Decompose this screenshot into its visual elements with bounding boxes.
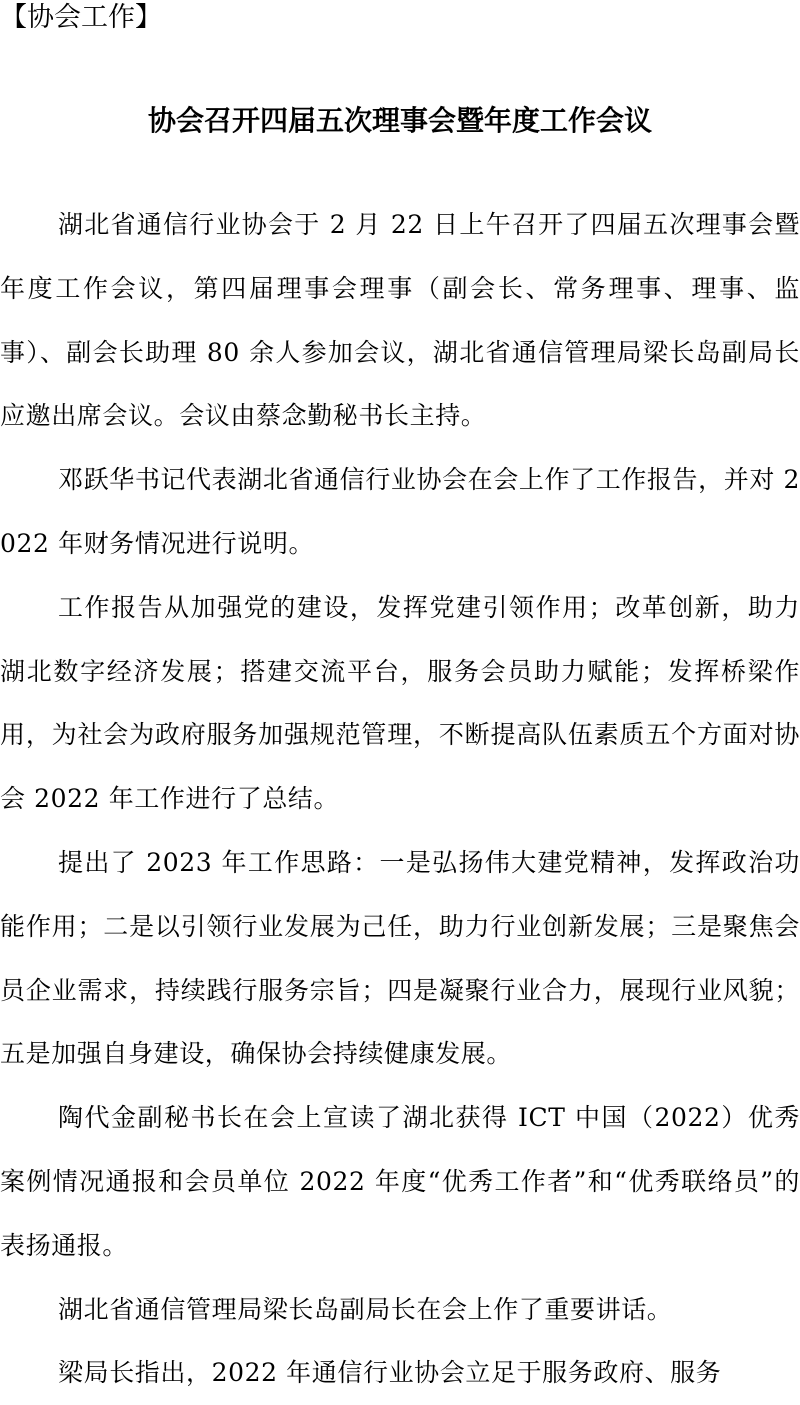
paragraph-meeting-overview: 湖北省通信行业协会于 2 月 22 日上午召开了四届五次理事会暨年度工作会议，第四届理事会理事（副会长、常务理事、理事、监事）、副会长助理 80 余人参加会议，湖北省通信管理局梁长岛副局长应邀出席会议。会议由蔡念勤秘书长主持。 — [0, 210, 800, 431]
paragraph-speech: 湖北省通信管理局梁长岛副局长在会上作了重要讲话。 — [58, 1294, 673, 1324]
article-body — [0, 193, 800, 1405]
paragraph-commendation: 陶代金副秘书长在会上宣读了湖北获得 ICT 中国（2022）优秀案例情况通报和会员单位 2022 年度“优秀工作者”和“优秀联络员”的表扬通报。 — [0, 1103, 800, 1260]
paragraph-2023-plan: 提出了 2023 年工作思路：一是弘扬伟大建党精神，发挥政治功能作用；二是以引领行业发展为己任，助力行业创新发展；三是聚焦会员企业需求，持续践行服务宗旨；四是凝聚行业合力，展现行业风貌；五是加强自身建设，确保协会持续健康发展。 — [0, 847, 800, 1069]
article-title: 协会召开四届五次理事会暨年度工作会议 — [147, 104, 652, 137]
paragraph-speech-content: 梁局长指出，2022 年通信行业协会立足于服务政府、服务 — [58, 1358, 722, 1388]
paragraph-work-report: 邓跃华书记代表湖北省通信行业协会在会上作了工作报告，并对 2022 年财务情况进行说明。 — [0, 465, 800, 558]
paragraph-report-summary: 工作报告从加强党的建设，发挥党建引领作用；改革创新，助力湖北数字经济发展；搭建交流平台，服务会员助力赋能；发挥桥梁作用，为社会为政府服务加强规范管理，不断提高队伍素质五个方面对协会 2022 年工作进行了总结。 — [0, 592, 800, 814]
section-tag: 【协会工作】 — [0, 2, 162, 33]
